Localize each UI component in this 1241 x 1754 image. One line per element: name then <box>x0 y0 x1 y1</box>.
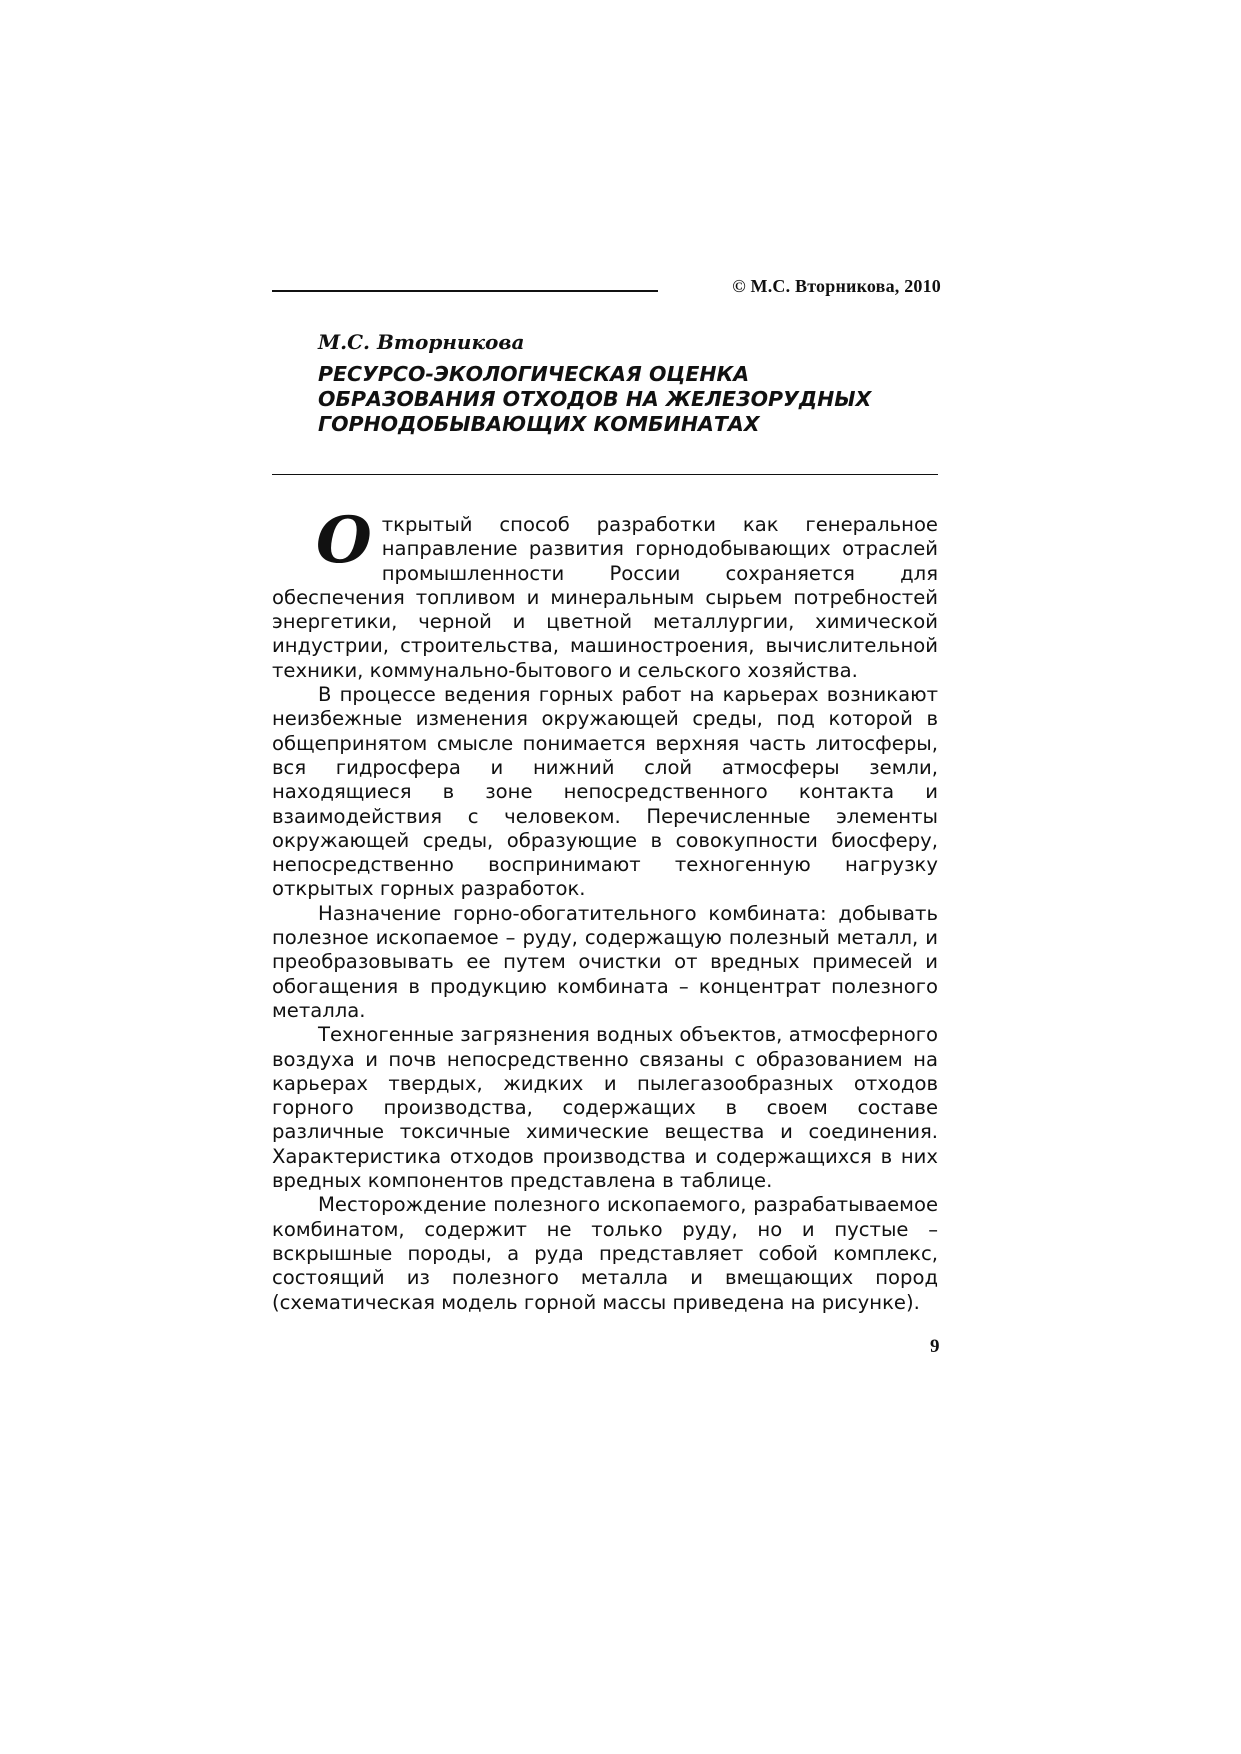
title-line: ОБРАЗОВАНИЯ ОТХОДОВ НА ЖЕЛЕЗОРУДНЫХ <box>318 387 872 411</box>
body-paragraph: Месторождение полезного ископаемого, разрабатываемое комбинатом, содержит не только руду, но и пустые – вскрышные породы, а руда представляет собой комплекс, состоящий из полезного металла и вмещающих пород (схематическая модель горной массы приведена на рисунке). <box>272 1193 938 1314</box>
body-paragraph: В процессе ведения горных работ на карьерах возникают неизбежные изменения окружающей среды, под которой в общепринятом смысле понимается верхняя часть литосферы, вся гидросфера и нижний слой атмосферы земли, находящиеся в зоне непосредственного контакта и взаимодействия с человеком. Перечисленные элементы окружающей среды, образующие в совокупности биосферу, непосредственно воспринимают техногенную нагрузку открытых горных разработок. <box>272 683 938 901</box>
title-line: РЕСУРСО-ЭКОЛОГИЧЕСКАЯ ОЦЕНКА <box>318 362 750 386</box>
copyright-notice: © М.С. Вторникова, 2010 <box>732 276 941 296</box>
body-paragraph: Назначение горно-обогатительного комбината: добывать полезное ископаемое – руду, содержащую полезный металл, и преобразовывать ее путем очистки от вредных примесей и обогащения в продукцию комбината – концентрат полезного металла. <box>272 901 938 1022</box>
body-paragraph: Техногенные загрязнения водных объектов, атмосферного воздуха и почв непосредственно связаны с образованием на карьерах твердых, жидких и пылегазообразных отходов горного производства, содержащих в своем составе различные токсичные химические вещества и соединения. Характеристика отходов производства и содержащихся в них вредных компонентов представлена в таблице. <box>272 1023 938 1193</box>
paragraph-text: ткрытый способ разработки как генеральное направление развития горнодобывающих отраслей промышленности России сохраняется для обеспечения топливом и минеральным сырьем потребностей энергетики, черной и цветной металлургии, химической индустрии, строительства, машиностроения, вычислительной техники, коммунально-бытового и сельского хозяйства. <box>272 513 938 682</box>
title-line: ГОРНОДОБЫВАЮЩИХ КОМБИНАТАХ <box>318 412 760 436</box>
title-rule <box>272 474 938 475</box>
drop-cap: О <box>316 503 372 578</box>
header-rule <box>272 290 658 292</box>
article-title <box>318 362 958 437</box>
article-body <box>272 503 938 1315</box>
page-number: 9 <box>930 1336 940 1357</box>
article-author: М.С. Вторникова <box>318 330 525 354</box>
body-paragraph <box>272 503 938 683</box>
